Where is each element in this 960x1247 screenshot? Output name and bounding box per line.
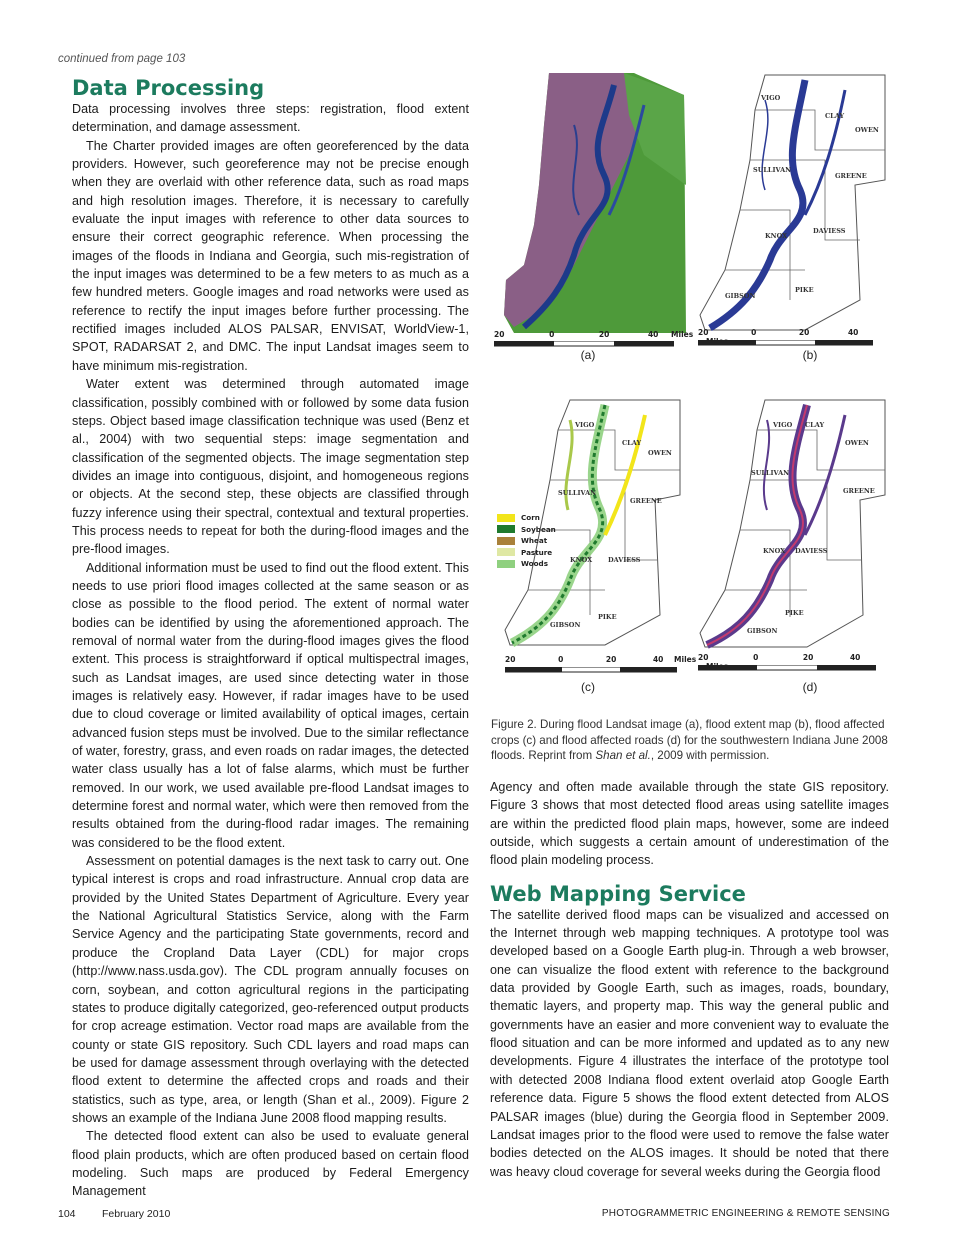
county-label: DAVIESS bbox=[608, 556, 641, 564]
scale-tick-label: 0 bbox=[753, 653, 759, 662]
scale-tick-label: 20 bbox=[605, 655, 617, 664]
scale-tick-label: 0 bbox=[558, 655, 564, 664]
county-label: PIKE bbox=[795, 286, 814, 294]
section-title-web-mapping: Web Mapping Service bbox=[490, 881, 746, 906]
panel-label-a: (a) bbox=[580, 348, 596, 362]
scale-tick-label: 20 bbox=[698, 328, 709, 337]
paragraph: The satellite derived flood maps can be visualized and accessed on the Internet through web mapping techniques. A prototype tool was developed based on a Google Earth plug-in. Through a web browser, one can visualize the flood extent with reference to the background data provided by Google Earth, such as images, roads, boundary, thematic layers, and property map. This way the general public and governments have an easier and more convenient way to evaluate the flood situation and can be more informed and updated as to any new developments. Figure 4 illustrates the interface of the prototype tool with detected 2008 Indiana flood extent overlaid atop Google Earth reference data. Figure 5 shows the flood extent detected from ALOS PALSAR images (blue) during the Georgia flood in September 2009. Landsat images prior to the flood were used to remove the false water bodies detected on the ALOS images. It should be noted that there was heavy cloud coverage for several weeks during the Georgia flood bbox=[490, 907, 889, 1179]
county-label: GIBSON bbox=[550, 621, 581, 629]
scale-tick-label: 20 bbox=[505, 655, 516, 664]
county-label: GIBSON bbox=[725, 292, 756, 300]
county-label: CLAY bbox=[622, 439, 642, 447]
county-label: DAVIESS bbox=[813, 227, 846, 235]
county-label: KNOX bbox=[763, 547, 786, 555]
county-label: OWEN bbox=[855, 126, 879, 134]
county-label: KNOX bbox=[765, 232, 788, 240]
county-label: OWEN bbox=[648, 449, 672, 457]
legend-label: Corn bbox=[521, 513, 540, 523]
county-label: KNOX bbox=[570, 556, 593, 564]
legend-swatch bbox=[497, 548, 515, 556]
panel-d-affected-roads bbox=[695, 395, 890, 660]
crop-legend bbox=[497, 512, 556, 570]
scale-tick-label: 0 bbox=[549, 330, 555, 339]
legend-swatch bbox=[497, 525, 515, 533]
county-label: CLAY bbox=[825, 112, 845, 120]
county-label: GREENE bbox=[843, 487, 875, 495]
scale-bar-graphic bbox=[698, 665, 876, 671]
scale-bar-graphic bbox=[494, 341, 674, 347]
caption-text: , 2009 with permission. bbox=[650, 749, 770, 763]
scale-tick-label: 40 bbox=[647, 330, 659, 339]
paragraph: Assessment on potential damages is the next task to carry out. One typical interest is crops and road infrastructure. Annual crop data are provided by the United States Department of Agriculture. Every year the National Agricultural Statistics Service, along with the Farm Service Agency and the participating State governments, record and produce the Cropland Data Layer (CDL) for major crops (http://www.nass.usda.gov). The CDL program annually focuses on corn, soybean, and cotton agricultural regions in the participating states to produce digitally categorized, geo-referenced output products for crop acreage estimation. Vector road maps are available from the county or state GIS repository. Such CDL layers and road maps can be used for damage assessment through overlaying with the detected flood extent to determine the affected crops and roads and their statistics, such as type, area, or length (Shan et al., 2009). Figure 2 shows an example of the Indiana June 2008 flood mapping results. bbox=[72, 854, 469, 1125]
caption-citation: Shan et al. bbox=[595, 749, 651, 763]
panel-label-d: (d) bbox=[802, 680, 818, 694]
figure-2 bbox=[490, 60, 890, 765]
county-label: VIGO bbox=[773, 421, 793, 429]
paragraph: The detected flood extent can also be used to evaluate general flood plain products, which are often produced based on certain flood modeling. Such maps are produced by Federal Emergency Management bbox=[72, 1129, 469, 1199]
page-number: 104 bbox=[58, 1208, 76, 1220]
county-label: VIGO bbox=[761, 94, 781, 102]
right-column bbox=[490, 778, 889, 1181]
scale-tick-label: 40 bbox=[849, 653, 861, 662]
paragraph: Agency and often made available through the state GIS repository. Figure 3 shows that most detected flood areas using satellite images are within the predicted flood plain maps, however, some are indeed outside, which suggests a certain amount of underestimation of the flood plain modeling process. bbox=[490, 780, 889, 868]
legend-label: Woods bbox=[521, 559, 548, 569]
scale-unit: Miles bbox=[671, 330, 694, 339]
legend-label: Wheat bbox=[521, 536, 548, 546]
county-label: DAVIESS bbox=[795, 547, 828, 555]
county-label: PIKE bbox=[785, 609, 804, 617]
legend-item bbox=[497, 558, 556, 570]
left-column bbox=[72, 76, 469, 1201]
county-label: GREENE bbox=[630, 497, 662, 505]
panel-a-landsat-image bbox=[494, 65, 689, 345]
scale-bar-graphic bbox=[698, 340, 873, 346]
county-label: SULLIVAN bbox=[753, 166, 792, 174]
legend-swatch bbox=[497, 537, 515, 545]
scale-tick-label: 20 bbox=[698, 653, 709, 662]
figure-caption bbox=[491, 717, 889, 764]
scale-bar-c bbox=[505, 655, 696, 664]
scale-tick-label: 40 bbox=[652, 655, 664, 664]
legend-label: Pasture bbox=[521, 547, 553, 557]
panel-label-c: (c) bbox=[581, 680, 595, 694]
county-label: GIBSON bbox=[747, 627, 778, 635]
legend-swatch bbox=[497, 514, 515, 522]
continued-note: continued from page 103 bbox=[58, 53, 186, 65]
scale-tick-label: 40 bbox=[847, 328, 859, 337]
caption-text: Figure 2. During flood Landsat image (a), flood extent map (b), flood affected crops (c) and flood affected roads (d) for the southwestern Indiana June 2008 floods. Reprint from bbox=[491, 718, 888, 763]
scale-unit: Miles bbox=[674, 655, 697, 664]
county-label: GREENE bbox=[835, 172, 867, 180]
paragraph: Data processing involves three steps: registration, flood extent determination, and damage assessment. bbox=[72, 102, 469, 135]
scale-tick-label: 20 bbox=[802, 653, 814, 662]
scale-bar-a bbox=[494, 330, 693, 339]
legend-item bbox=[497, 547, 556, 559]
county-label: CLAY bbox=[805, 421, 825, 429]
scale-tick-label: 20 bbox=[598, 330, 610, 339]
legend-item bbox=[497, 524, 556, 536]
journal-name: PHOTOGRAMMETRIC ENGINEERING & REMOTE SENSING bbox=[601, 1208, 890, 1219]
legend-item bbox=[497, 512, 556, 524]
section-title-data-processing: Data Processing bbox=[72, 76, 265, 100]
legend-swatch bbox=[497, 560, 515, 568]
scale-tick-label: 20 bbox=[798, 328, 810, 337]
paragraph: The Charter provided images are often georeferenced by the data providers. However, such georeference may not be precise enough when they are overlaid with other reference data, such as road maps and high resolution images. Therefore, it is necessary to carefully evaluate the input images with reference to other data sources to ensure their correct geographic reference. When processing the images of the floods in Indiana and Georgia, such mis-registration of the input images was determined to be a few meters to as much as a few hundred meters. Google images and road networks were used as reference to rectify the input images before further processing. The rectified images included ALOS PALSAR, ENVISAT, WorldView-1, SPOT, RADARSAT 2, and DMC. The input Landsat images seem to have minimum mis-registration. bbox=[72, 138, 469, 373]
scale-tick-label: 20 bbox=[494, 330, 505, 339]
legend-item bbox=[497, 535, 556, 547]
legend-label: Soybean bbox=[521, 524, 556, 534]
paragraph: Additional information must be used to find out the flood extent. This needs to use priori flood images collected at the same season or as close as possible to the flood period. The extent of normal water bodies can be identified by using the aforementioned approach. The removal of normal water from the during-flood images gives the flood extent. This process is straightforward if optical multispectral images, such as Landsat images, are used since detecting water in those images is relatively easy. However, if radar images have to be used due to cloud coverage or limited availability of optical images, certain advanced fusion steps must be involved. Due to the similar reflectance of water, forestry, grass, and even roads on radar images, the detected water class usually has a lot of false alarms, which must be further removed. In our work, we used available pre-flood Landsat images to determine forest and normal water, which were then removed from the results obtained from the during-flood radar images. The remaining was considered to be the flood extent. bbox=[72, 560, 469, 850]
issue-date: February 2010 bbox=[102, 1208, 171, 1220]
county-label: SULLIVAN bbox=[751, 469, 790, 477]
county-label: VIGO bbox=[575, 421, 595, 429]
county-label: PIKE bbox=[598, 613, 617, 621]
panel-b-flood-extent-map bbox=[695, 70, 890, 340]
panel-label-b: (b) bbox=[802, 348, 818, 362]
county-label: SULLIVAN bbox=[558, 489, 597, 497]
scale-bar-graphic bbox=[505, 667, 677, 673]
paragraph: Water extent was determined through automated image classification, possibly combined with or followed by some data fusion steps. Object based image classification technique was used (Benz et al., 2004) with two sequential steps: image segmentation and classification of the segmented objects. The image segmentation step divides an image into contiguous, disjoint, and homogeneous regions or objects. At the second step, these objects are classified through fuzzy inference using their spectral, contextual and textural properties. This process needs to repeat for both the during-flood images and the pre-flood images. bbox=[72, 377, 469, 557]
scale-tick-label: 0 bbox=[751, 328, 757, 337]
county-label: OWEN bbox=[845, 439, 869, 447]
